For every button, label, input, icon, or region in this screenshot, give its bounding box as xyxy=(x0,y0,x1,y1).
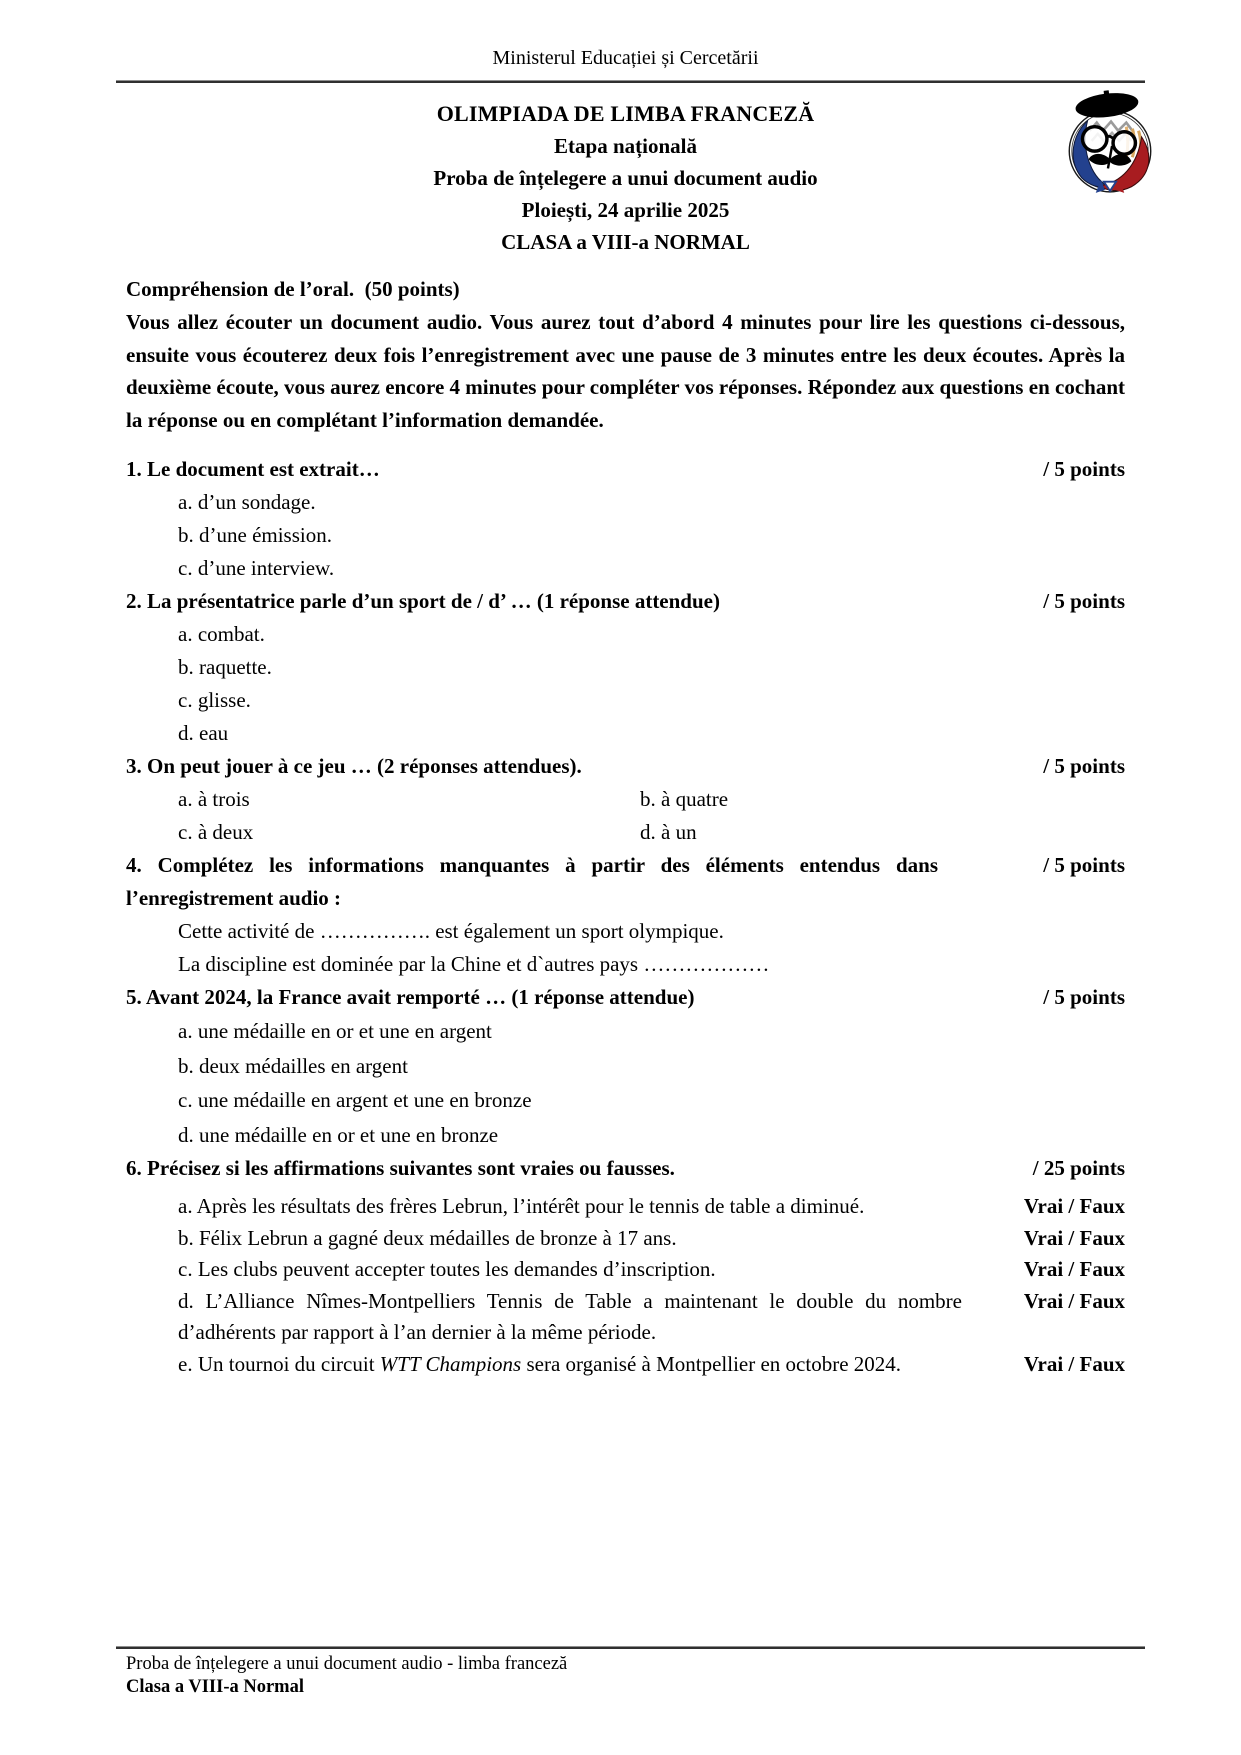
question-5-title: 5. Avant 2024, la France avait remporté … (1 réponse attendue) xyxy=(126,985,695,1009)
statement-c-text: c. Les clubs peuvent accepter toutes les demandes d’inscription. xyxy=(178,1257,716,1281)
footer-test-name: Proba de înțelegere a unui document audio - limba franceză xyxy=(126,1654,568,1674)
statement-a-row xyxy=(126,1191,1125,1223)
statement-b-text: b. Félix Lebrun a gagné deux médailles de bronze à 17 ans. xyxy=(178,1225,677,1250)
statement-e-row xyxy=(126,1349,1125,1381)
doc-class: CLASA a VIII-a NORMAL xyxy=(501,230,750,254)
question-1-option-b: b. d’une émission. xyxy=(178,523,332,547)
doc-test-name: Proba de înțelegere a unui document audio xyxy=(433,166,818,190)
question-6-points: / 25 points xyxy=(1032,1156,1125,1180)
statement-a-vrai-faux: Vrai / Faux xyxy=(1023,1194,1125,1218)
question-4-fill-lines xyxy=(126,915,1125,981)
question-2-options xyxy=(126,618,1125,750)
question-5 xyxy=(126,981,1125,1152)
question-3-options xyxy=(126,783,1125,849)
page-footer xyxy=(116,1646,1145,1699)
question-3-option-a: a. à trois xyxy=(178,787,250,811)
question-2-option-c: c. glisse. xyxy=(178,688,251,712)
intro-paragraph: Vous allez écouter un document audio. Vous aurez tout d’abord 4 minutes pour lire les questions ci-dessous, ensuite vous écouterez deux fois l’enregistrement avec une pause de 3 minutes entre les deux écoutes. Après la deuxième écoute, vous aurez encore 4 minutes pour compléter vos réponses. Répondez aux questions en cochant la réponse ou en complétant l’information demandée. xyxy=(126,310,1125,432)
statement-e-prefix: e. Un tournoi du circuit xyxy=(178,1351,380,1376)
question-5-option-d: d. une médaille en or et une en bronze xyxy=(178,1122,499,1147)
doc-title: OLIMPIADA DE LIMBA FRANCEZĂ xyxy=(436,101,815,126)
statement-d-text: d. L’Alliance Nîmes-Montpelliers Tennis de Table a maintenant le double du nombre d’adhérents par rapport à l’an dernier à la même période. xyxy=(178,1288,962,1344)
question-5-option-c: c. une médaille en argent et une en bronze xyxy=(178,1088,532,1112)
question-1-options xyxy=(126,486,1125,585)
question-4-title: 4. Complétez les informations manquantes à partir des éléments entendus dans l’enregistrement audio : xyxy=(126,853,938,910)
question-5-points: / 5 points xyxy=(1043,985,1125,1009)
statement-b-row xyxy=(126,1223,1125,1255)
statement-e-suffix: sera organisé à Montpellier en octobre 2024. xyxy=(521,1351,902,1376)
question-1-option-a: a. d’un sondage. xyxy=(178,490,316,514)
question-5-header xyxy=(126,981,1125,1014)
question-3-title: 3. On peut jouer à ce jeu … (2 réponses attendues). xyxy=(126,754,582,778)
question-6-statements xyxy=(126,1191,1125,1380)
footer-class: Clasa a VIII-a Normal xyxy=(126,1677,304,1697)
title-block xyxy=(126,97,1125,258)
question-1-title: 1. Le document est extrait… xyxy=(126,457,380,481)
statement-d-vrai-faux: Vrai / Faux xyxy=(1023,1288,1125,1313)
statement-b-vrai-faux: Vrai / Faux xyxy=(1023,1225,1125,1250)
question-2-title: 2. La présentatrice parle d’un sport de / d’ … (1 réponse attendue) xyxy=(126,589,720,613)
french-olympiad-logo-icon xyxy=(1059,88,1161,200)
statement-e-italic-title: WTT Champions xyxy=(379,1351,522,1376)
header-rule xyxy=(116,80,1145,83)
question-3-options-row-1 xyxy=(178,783,1125,816)
question-2-option-a: a. combat. xyxy=(178,622,265,646)
statement-c-vrai-faux: Vrai / Faux xyxy=(1023,1257,1125,1281)
question-6-header xyxy=(126,1152,1125,1185)
statement-e-vrai-faux: Vrai / Faux xyxy=(1023,1351,1125,1376)
question-4-points: / 5 points xyxy=(1043,853,1125,877)
statement-c-row xyxy=(126,1254,1125,1286)
question-2 xyxy=(126,585,1125,750)
question-2-header xyxy=(126,585,1125,618)
question-4 xyxy=(126,849,1125,981)
question-5-options xyxy=(126,1014,1125,1152)
question-3-options-row-2 xyxy=(178,816,1125,849)
question-4-fill-line-1: Cette activité de ……………. est également un sport olympique. xyxy=(178,919,724,943)
section-heading: Compréhension de l’oral. (50 points) xyxy=(126,277,460,301)
statement-d-row xyxy=(126,1286,1125,1349)
question-2-points: / 5 points xyxy=(1043,589,1125,613)
question-4-fill-line-2: La discipline est dominée par la Chine et d`autres pays ……………… xyxy=(178,952,770,976)
doc-place-date: Ploiești, 24 aprilie 2025 xyxy=(521,198,730,222)
footer-text-block xyxy=(116,1649,1145,1699)
question-2-option-b: b. raquette. xyxy=(178,655,272,679)
question-6 xyxy=(126,1152,1125,1380)
question-2-option-d: d. eau xyxy=(178,721,229,745)
statement-e-text xyxy=(178,1349,962,1381)
question-3-points: / 5 points xyxy=(1043,754,1125,778)
question-3-option-c: c. à deux xyxy=(178,820,254,844)
question-3-option-b: b. à quatre xyxy=(640,787,729,811)
question-1 xyxy=(126,453,1125,585)
question-5-option-b: b. deux médailles en argent xyxy=(178,1053,408,1078)
question-1-option-c: c. d’une interview. xyxy=(178,556,335,580)
ministry-header: Ministerul Educației și Cercetării xyxy=(492,47,759,69)
statement-a-text: a. Après les résultats des frères Lebrun, l’intérêt pour le tennis de table a diminué. xyxy=(178,1194,865,1218)
question-5-option-a: a. une médaille en or et une en argent xyxy=(178,1019,492,1043)
question-3-header xyxy=(126,750,1125,783)
question-1-points: / 5 points xyxy=(1043,457,1125,481)
question-3 xyxy=(126,750,1125,849)
question-1-header xyxy=(126,453,1125,486)
question-4-header xyxy=(126,849,1125,915)
question-3-option-d: d. à un xyxy=(640,820,697,844)
question-6-title: 6. Précisez si les affirmations suivantes sont vraies ou fausses. xyxy=(126,1156,675,1180)
doc-stage: Etapa națională xyxy=(554,134,697,158)
